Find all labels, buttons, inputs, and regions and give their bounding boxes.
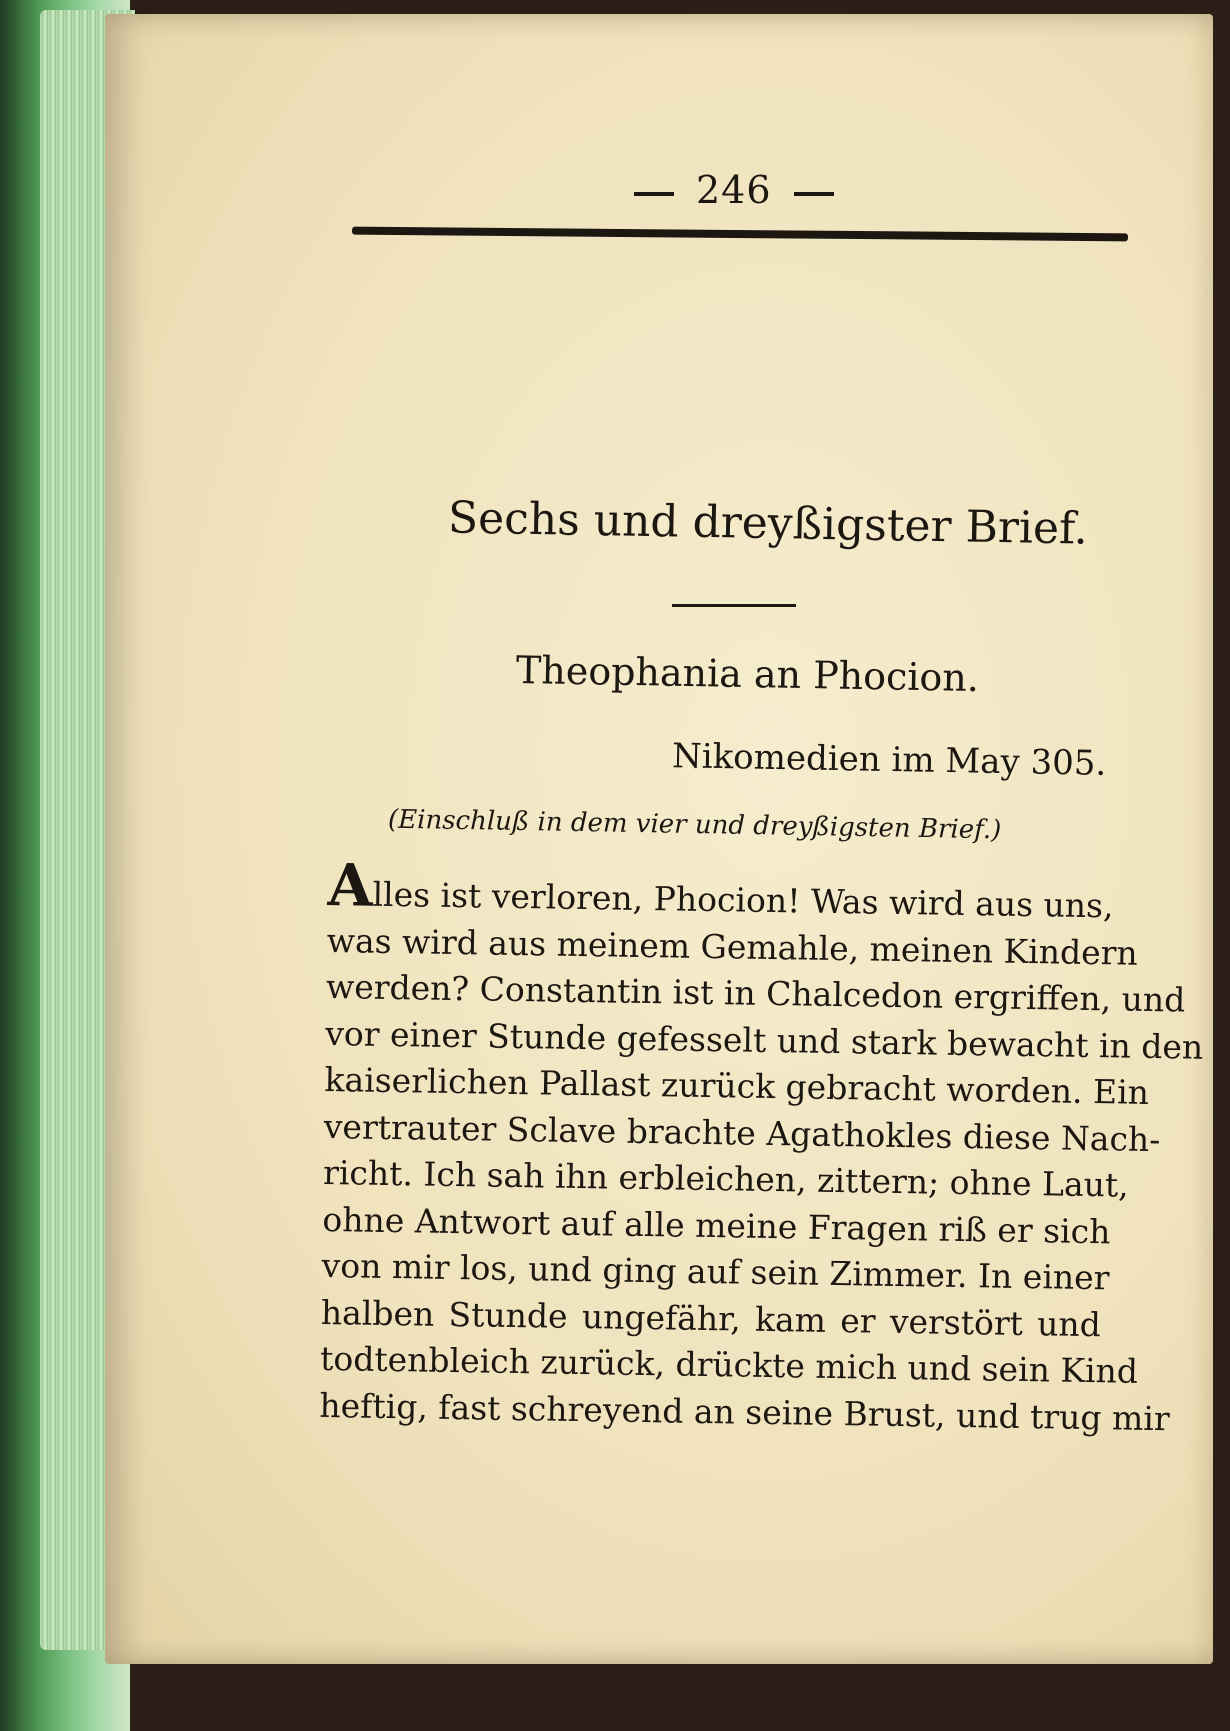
drop-initial: A [327, 851, 374, 920]
body-line-text: lles ist verloren, Phocion! Was wird aus uns, [372, 874, 1114, 926]
body-line: ohne Antwort auf alle meine Fragen riß er sich [322, 1199, 1111, 1251]
body-line: vertrauter Sclave brachte Agathokles diese Nach- [323, 1106, 1161, 1159]
place-date: Nikomedien im May 305. [671, 736, 1107, 784]
page-number-dash-left [634, 192, 674, 196]
letter-body [319, 851, 1204, 1441]
body-line: todtenbleich zurück, drückte mich und sein Kind [319, 1338, 1139, 1391]
page-number [612, 168, 856, 212]
body-line: halben Stunde ungefähr, kam er verstört und [320, 1292, 1102, 1344]
enclosure-note: (Einschluß in dem vier und dreyßigsten Brief.) [387, 804, 1002, 846]
title-divider [672, 604, 796, 607]
body-line: heftig, fast schreyend an seine Brust, und trug mir [319, 1385, 1171, 1438]
body-line: werden? Constantin ist in Chalcedon ergriffen, und [325, 966, 1186, 1020]
body-line: vor einer Stunde gefesselt und stark bewacht in den [325, 1013, 1204, 1067]
body-line: von mir los, und ging auf sein Zimmer. In einer [321, 1245, 1110, 1298]
body-line: kaiserlichen Pallast zurück gebracht worden. Ein [324, 1059, 1150, 1112]
page-number-value: 246 [696, 168, 772, 212]
chapter-title: Sechs und dreyßigster Brief. [447, 492, 1089, 555]
body-line: was wird aus meinem Gemahle, meinen Kindern [326, 920, 1139, 973]
page-number-dash-right [794, 192, 834, 196]
letter-subtitle: Theophania an Phocion. [515, 647, 980, 701]
body-line: richt. Ich sah ihn erbleichen, zittern; ohne Laut, [322, 1152, 1129, 1205]
